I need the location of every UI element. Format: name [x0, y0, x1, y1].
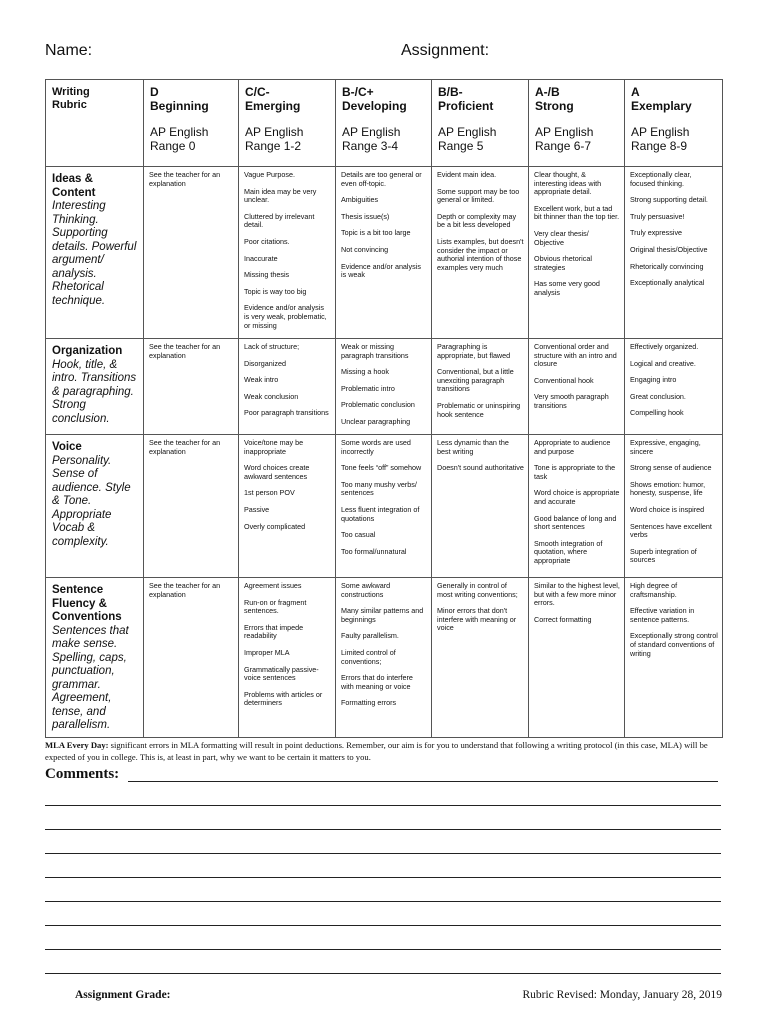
descriptor-list: [630, 343, 718, 418]
descriptor-item: Correct formatting: [534, 614, 592, 624]
criterion-description: Personality. Sense of audience. Style & Tone. Appropriate Vocab & complexity.: [52, 454, 131, 548]
descriptor-item: Minor errors that don't interfere with meaning or voice: [437, 606, 517, 633]
descriptor-item: Grammatically passive-voice sentences: [244, 664, 319, 683]
descriptor-list: [149, 343, 234, 360]
column-range: Range 3-4: [342, 138, 399, 153]
descriptor-list: [437, 439, 524, 473]
descriptor-item: Cluttered by irrelevant detail.: [244, 211, 315, 230]
comment-line: [45, 853, 721, 854]
comment-line: [45, 949, 721, 950]
descriptor-item: Improper MLA: [244, 647, 290, 657]
descriptor-item: Weak or missing paragraph transitions: [341, 342, 409, 360]
descriptor-list: [341, 343, 427, 427]
column-name: Exemplary: [631, 98, 692, 113]
rubric-title-line1: Writing: [52, 86, 90, 98]
criterion-name: Ideas & Content: [52, 173, 96, 199]
descriptor-item: Too formal/unnatural: [341, 546, 407, 556]
descriptor-item: Conventional, but a little unexciting paragraph transitions: [437, 367, 514, 394]
descriptor-list: [437, 171, 524, 272]
descriptor-item: Ambiguities: [341, 195, 379, 205]
descriptor-item: Problematic or uninspiring hook sentence: [437, 400, 521, 419]
descriptor-item: Word choice is appropriate and accurate: [534, 488, 620, 506]
descriptor-item: Strong supporting detail.: [630, 195, 708, 205]
descriptor-item: High degree of craftsmanship.: [630, 581, 678, 599]
column-grade: A: [631, 85, 640, 99]
descriptor-item: Limited control of conventions;: [341, 647, 396, 666]
descriptor-item: Conventional hook: [534, 375, 594, 385]
descriptor-item: Good balance of long and short sentences: [534, 513, 617, 532]
descriptor-item: Less dynamic than the best writing: [437, 438, 509, 456]
descriptor-item: Doesn't sound authoritative: [437, 463, 524, 473]
rubric-body: [46, 167, 723, 738]
descriptor-item: Superb integration of sources: [630, 546, 697, 565]
descriptor-list: [149, 582, 234, 599]
descriptor-list: [534, 582, 620, 624]
rubric-cell: [144, 167, 239, 339]
rubric-cell: [432, 435, 529, 578]
descriptor-item: See the teacher for an explanation: [149, 438, 221, 456]
descriptor-item: Sentences have excellent verbs: [630, 521, 712, 540]
comment-line: [45, 877, 721, 878]
descriptor-item: Too many mushy verbs/ sentences: [341, 479, 417, 498]
rubric-cell: [529, 339, 625, 435]
descriptor-item: Weak intro: [244, 375, 279, 385]
descriptor-item: Agreement issues: [244, 581, 302, 590]
descriptor-item: 1st person POV: [244, 488, 295, 498]
column-range: Range 6-7: [535, 138, 592, 153]
rubric-cell: [239, 167, 336, 339]
column-header-proficient: [432, 80, 529, 167]
rubric-table: [45, 79, 723, 738]
descriptor-item: Obvious rhetorical strategies: [534, 254, 592, 272]
descriptor-item: Great conclusion.: [630, 391, 686, 401]
rubric-cell: [336, 339, 432, 435]
descriptor-item: Formatting errors: [341, 698, 397, 708]
descriptor-item: Evident main idea.: [437, 170, 497, 179]
criterion-description: Sentences that make sense. Spelling, caps, punctuation, grammar. Agreement, tense, and parallelism.: [52, 624, 129, 731]
descriptor-item: Truly persuasive!: [630, 211, 685, 221]
descriptor-item: Not convincing: [341, 244, 389, 254]
comment-line: [45, 925, 721, 926]
criterion-cell: [46, 578, 144, 738]
column-range-course: AP English: [535, 125, 594, 139]
descriptor-item: Some support may be too general or limited.: [437, 186, 520, 205]
descriptor-item: Strong sense of audience: [630, 463, 712, 473]
descriptor-list: [630, 171, 718, 288]
descriptor-item: Similar to the highest level, but with a few more minor errors.: [534, 581, 620, 608]
descriptor-item: Very smooth paragraph transitions: [534, 392, 609, 410]
criterion-name: Voice: [52, 441, 82, 453]
descriptor-list: [244, 439, 331, 531]
comments-first-line: [128, 781, 718, 782]
descriptor-item: Poor citations.: [244, 236, 290, 246]
rubric-header-row: [46, 80, 723, 167]
column-grade: D: [150, 85, 159, 99]
column-header-developing: [336, 80, 432, 167]
rubric-row-voice: [46, 435, 723, 578]
rubric-cell: [625, 435, 723, 578]
descriptor-item: Main idea may be very unclear.: [244, 186, 317, 205]
descriptor-list: [534, 171, 620, 298]
descriptor-item: Some words are used incorrectly: [341, 438, 411, 456]
criterion-name: Organization: [52, 345, 123, 357]
column-name: Emerging: [245, 98, 301, 113]
rubric-row-organization: [46, 339, 723, 435]
descriptor-item: Overly complicated: [244, 521, 306, 531]
comment-line: [45, 901, 721, 902]
criterion-cell: [46, 435, 144, 578]
rubric-cell: [625, 167, 723, 339]
descriptor-item: Many similar patterns and beginnings: [341, 606, 424, 624]
column-range-course: AP English: [342, 125, 401, 139]
column-grade: C/C-: [245, 85, 270, 99]
criterion-description: Interesting Thinking. Supporting details. Powerful argument/ analysis. Rhetorical technique.: [52, 200, 137, 307]
descriptor-item: Disorganized: [244, 358, 286, 368]
comments-label: Comments:: [45, 766, 120, 782]
descriptor-item: Errors that impede readability: [244, 622, 304, 641]
descriptor-item: Unclear paragraphing: [341, 416, 411, 426]
descriptor-item: Effective variation in sentence patterns.: [630, 606, 695, 624]
rubric-cell: [144, 578, 239, 738]
descriptor-list: [534, 343, 620, 411]
rubric-cell: [529, 435, 625, 578]
column-name: Proficient: [438, 98, 494, 113]
criterion-description: Hook, title, & intro. Transitions & paragraphing. Strong conclusion.: [52, 358, 137, 425]
rubric-row-ideas-content: [46, 167, 723, 339]
rubric-cell: [239, 435, 336, 578]
column-name: Developing: [342, 98, 407, 113]
rubric-revised-date: Rubric Revised: Monday, January 28, 2019: [522, 989, 722, 1001]
descriptor-item: Poor paragraph transitions: [244, 408, 329, 418]
descriptor-item: Voice/tone may be inappropriate: [244, 438, 304, 456]
descriptor-item: Compelling hook: [630, 408, 684, 418]
mla-note: [45, 739, 725, 763]
criterion-name: Sentence Fluency & Conventions: [52, 584, 122, 623]
descriptor-item: Shows emotion: humor, honesty, suspense, life: [630, 479, 706, 498]
descriptor-item: Vague Purpose.: [244, 170, 296, 179]
descriptor-item: Exceptionally strong control of standard conventions of writing: [630, 631, 718, 658]
descriptor-list: [534, 439, 620, 566]
descriptor-item: Expressive, engaging, sincere: [630, 438, 701, 456]
descriptor-item: Tone is appropriate to the task: [534, 463, 616, 481]
descriptor-item: Generally in control of most writing conventions;: [437, 581, 518, 599]
column-range: Range 5: [438, 138, 484, 153]
rubric-cell: [336, 435, 432, 578]
rubric-title-line2: Rubric: [52, 99, 87, 111]
descriptor-list: [341, 439, 427, 556]
descriptor-item: Passive: [244, 504, 270, 514]
descriptor-item: Problems with articles or determiners: [244, 689, 323, 708]
column-grade: A-/B: [535, 85, 560, 99]
descriptor-list: [244, 343, 331, 418]
mla-note-text: significant errors in MLA formatting will result in point deductions. Remember, our aim is for you to understand that following a writing protocol (in this case, MLA) will be expected of you in college. This is, at least in part, why we want to be certain it matters to you.: [45, 740, 708, 762]
rubric-cell: [625, 578, 723, 738]
column-range-course: AP English: [150, 125, 209, 139]
column-range: Range 0: [150, 138, 196, 153]
column-name: Beginning: [150, 98, 209, 113]
descriptor-item: Missing a hook: [341, 367, 389, 377]
column-range-course: AP English: [245, 125, 304, 139]
descriptor-item: Excellent work, but a tad bit thinner than the top tier.: [534, 203, 620, 222]
rubric-cell: [144, 339, 239, 435]
descriptor-item: Topic is way too big: [244, 286, 307, 296]
rubric-cell: [239, 339, 336, 435]
descriptor-item: Some awkward constructions: [341, 581, 391, 599]
descriptor-list: [244, 582, 331, 708]
descriptor-item: Too casual: [341, 530, 376, 540]
column-range: Range 1-2: [245, 138, 302, 153]
column-header-strong: [529, 80, 625, 167]
descriptor-list: [630, 439, 718, 565]
descriptor-item: See the teacher for an explanation: [149, 342, 221, 360]
descriptor-item: Less fluent integration of quotations: [341, 504, 420, 523]
descriptor-item: Weak conclusion: [244, 391, 299, 401]
name-label: Name:: [45, 42, 93, 59]
column-header-emerging: [239, 80, 336, 167]
rubric-cell: [432, 339, 529, 435]
rubric-cell: [529, 578, 625, 738]
descriptor-item: Word choices create awkward sentences: [244, 463, 310, 481]
column-range-course: AP English: [631, 125, 690, 139]
descriptor-list: [341, 171, 427, 280]
descriptor-item: Very clear thesis/ Objective: [534, 228, 589, 247]
descriptor-item: Rhetorically convincing: [630, 261, 704, 271]
rubric-cell: [336, 167, 432, 339]
descriptor-item: Word choice is inspired: [630, 504, 705, 514]
descriptor-item: Faulty parallelism.: [341, 631, 399, 641]
rubric-corner-cell: [46, 80, 144, 167]
descriptor-item: See the teacher for an explanation: [149, 170, 221, 188]
descriptor-item: Errors that do interfere with meaning or voice: [341, 673, 413, 691]
descriptor-item: Missing thesis: [244, 270, 290, 280]
mla-note-lead: MLA Every Day:: [45, 740, 109, 750]
descriptor-item: Original thesis/Objective: [630, 244, 708, 254]
descriptor-item: Engaging intro: [630, 375, 677, 385]
rubric-cell: [529, 167, 625, 339]
descriptor-list: [437, 343, 524, 419]
descriptor-item: Has some very good analysis: [534, 279, 600, 297]
descriptor-item: See the teacher for an explanation: [149, 581, 221, 599]
descriptor-item: Evidence and/or analysis is weak: [341, 261, 421, 280]
descriptor-list: [437, 582, 524, 633]
comment-line: [45, 829, 721, 830]
rubric-row-sentence-fluency: [46, 578, 723, 738]
descriptor-list: [149, 171, 234, 188]
descriptor-item: Lists examples, but doesn't consider the impact or authorial intention of those examples very much: [437, 236, 524, 272]
rubric-cell: [625, 339, 723, 435]
criterion-cell: [46, 339, 144, 435]
rubric-cell: [144, 435, 239, 578]
descriptor-list: [341, 582, 427, 708]
rubric-cell: [336, 578, 432, 738]
assignment-grade-label: Assignment Grade:: [75, 989, 171, 1001]
descriptor-item: Topic is a bit too large: [341, 228, 411, 238]
criterion-cell: [46, 167, 144, 339]
descriptor-item: Exceptionally clear, focused thinking.: [630, 170, 692, 188]
descriptor-item: Clear thought, & interesting ideas with appropriate detail.: [534, 170, 602, 197]
column-range: Range 8-9: [631, 138, 688, 153]
descriptor-list: [244, 171, 331, 330]
rubric-cell: [239, 578, 336, 738]
column-grade: B-/C+: [342, 85, 374, 99]
descriptor-item: Depth or complexity may be a bit less developed: [437, 211, 517, 230]
descriptor-item: Tone feels “off” somehow: [341, 463, 422, 473]
descriptor-item: Conventional order and structure with an intro and closure: [534, 342, 617, 369]
column-name: Strong: [535, 98, 574, 113]
descriptor-item: Exceptionally analytical: [630, 278, 705, 288]
assignment-label: Assignment:: [401, 42, 490, 59]
descriptor-item: Thesis issue(s): [341, 211, 390, 221]
descriptor-item: Problematic conclusion: [341, 400, 415, 410]
descriptor-item: Smooth integration of quotation, where appropriate: [534, 538, 603, 565]
column-header-exemplary: [625, 80, 723, 167]
descriptor-item: Details are too general or even off-topic.: [341, 170, 422, 188]
descriptor-item: Inaccurate: [244, 253, 278, 263]
descriptor-item: Truly expressive: [630, 228, 683, 238]
comment-line: [45, 973, 721, 974]
descriptor-item: Evidence and/or analysis is very weak, problematic, or missing: [244, 303, 327, 330]
descriptor-item: Lack of structure;: [244, 342, 300, 351]
column-grade: B/B-: [438, 85, 463, 99]
descriptor-list: [630, 582, 718, 658]
descriptor-item: Run-on or fragment sentences.: [244, 597, 307, 616]
column-header-beginning: [144, 80, 239, 167]
rubric-cell: [432, 578, 529, 738]
descriptor-item: Effectively organized.: [630, 342, 699, 351]
rubric-cell: [432, 167, 529, 339]
column-range-course: AP English: [438, 125, 497, 139]
descriptor-item: Paragraphing is appropriate, but flawed: [437, 342, 511, 360]
descriptor-list: [149, 439, 234, 456]
descriptor-item: Appropriate to audience and purpose: [534, 438, 611, 456]
descriptor-item: Problematic intro: [341, 383, 395, 393]
descriptor-item: Logical and creative.: [630, 358, 696, 368]
comment-line: [45, 805, 721, 806]
